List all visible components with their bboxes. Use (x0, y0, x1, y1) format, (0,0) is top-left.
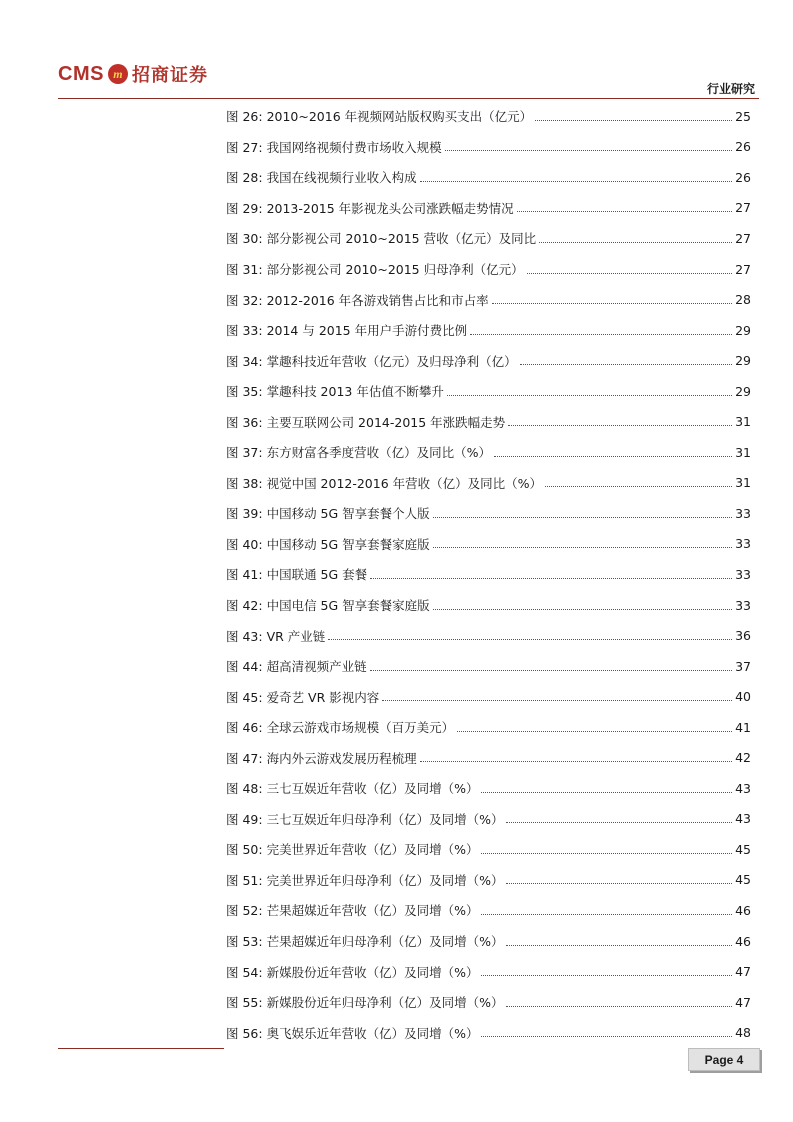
toc-entry-page: 46 (735, 933, 751, 949)
toc-entry-page: 27 (735, 261, 751, 277)
toc-entry[interactable] (226, 773, 751, 804)
toc-entry[interactable] (226, 742, 751, 773)
toc-entry-label: 图 33: 2014 与 2015 年用户手游付费比例 (226, 323, 468, 339)
toc-entry-label: 图 35: 掌趣科技 2013 年估值不断攀升 (226, 384, 444, 400)
toc-entry[interactable] (226, 223, 751, 254)
toc-dot-leader (470, 334, 732, 335)
toc-entry-page: 46 (735, 902, 751, 918)
toc-entry-label: 图 38: 视觉中国 2012-2016 年营收（亿）及同比（%） (226, 475, 543, 491)
toc-entry-label: 图 45: 爱奇艺 VR 影视内容 (226, 689, 380, 705)
toc-dot-leader (506, 945, 732, 946)
toc-entry[interactable] (226, 498, 751, 529)
toc-entry-page: 37 (735, 658, 751, 674)
toc-entry[interactable] (226, 804, 751, 835)
toc-entry-page: 33 (735, 597, 751, 613)
toc-entry[interactable] (226, 101, 751, 132)
toc-entry-label: 图 40: 中国移动 5G 智享套餐家庭版 (226, 536, 430, 552)
footer-divider (58, 1048, 224, 1049)
toc-entry[interactable] (226, 254, 751, 285)
toc-entry-page: 27 (735, 230, 751, 246)
toc-dot-leader (447, 395, 732, 396)
toc-dot-leader (535, 120, 732, 121)
toc-entry[interactable] (226, 468, 751, 499)
toc-entry[interactable] (226, 651, 751, 682)
toc-entry[interactable] (226, 926, 751, 957)
toc-entry-label: 图 53: 芒果超媒近年归母净利（亿）及同增（%） (226, 934, 504, 950)
toc-dot-leader (539, 242, 732, 243)
toc-dot-leader (481, 975, 732, 976)
toc-entry-page: 48 (735, 1025, 751, 1041)
toc-dot-leader (481, 1036, 732, 1037)
toc-entry-page: 33 (735, 536, 751, 552)
toc-dot-leader (481, 853, 732, 854)
toc-dot-leader (520, 364, 732, 365)
toc-entry[interactable] (226, 559, 751, 590)
toc-dot-leader (382, 700, 732, 701)
toc-entry-page: 33 (735, 505, 751, 521)
toc-entry-label: 图 52: 芒果超媒近年营收（亿）及同增（%） (226, 903, 479, 919)
toc-entry[interactable] (226, 590, 751, 621)
toc-entry-page: 26 (735, 139, 751, 155)
toc-entry-label: 图 43: VR 产业链 (226, 628, 326, 644)
page-number-badge: Page 4 (688, 1048, 760, 1071)
toc-entry-label: 图 47: 海内外云游戏发展历程梳理 (226, 750, 417, 766)
toc-entry-page: 27 (735, 200, 751, 216)
toc-entry-page: 29 (735, 322, 751, 338)
toc-dot-leader (508, 425, 732, 426)
toc-entry-label: 图 36: 主要互联网公司 2014-2015 年涨跌幅走势 (226, 414, 506, 430)
toc-entry-page: 40 (735, 689, 751, 705)
toc-entry[interactable] (226, 345, 751, 376)
toc-entry-page: 45 (735, 872, 751, 888)
toc-entry-label: 图 42: 中国电信 5G 智享套餐家庭版 (226, 598, 430, 614)
toc-dot-leader (494, 456, 732, 457)
toc-entry-page: 29 (735, 353, 751, 369)
toc-entry-page: 43 (735, 780, 751, 796)
toc-dot-leader (445, 150, 732, 151)
toc-entry-label: 图 27: 我国网络视频付费市场收入规模 (226, 139, 442, 155)
toc-dot-leader (506, 883, 732, 884)
toc-dot-leader (457, 731, 732, 732)
toc-entry[interactable] (226, 529, 751, 560)
toc-dot-leader (433, 609, 732, 610)
toc-entry-label: 图 56: 奥飞娱乐近年营收（亿）及同增（%） (226, 1025, 479, 1041)
toc-entry[interactable] (226, 376, 751, 407)
toc-dot-leader (492, 303, 732, 304)
toc-entry-label: 图 26: 2010~2016 年视频网站版权购买支出（亿元） (226, 109, 533, 125)
toc-dot-leader (527, 273, 732, 274)
toc-entry-label: 图 34: 掌趣科技近年营收（亿元）及归母净利（亿） (226, 353, 517, 369)
toc-entry-page: 31 (735, 414, 751, 430)
toc-entry-page: 45 (735, 841, 751, 857)
toc-entry[interactable] (226, 834, 751, 865)
toc-entry-label: 图 50: 完美世界近年营收（亿）及同增（%） (226, 842, 479, 858)
toc-entry-page: 42 (735, 750, 751, 766)
toc-entry-page: 31 (735, 444, 751, 460)
toc-entry-label: 图 32: 2012-2016 年各游戏销售占比和市占率 (226, 292, 489, 308)
toc-entry-page: 47 (735, 964, 751, 980)
logo-cms-text: CMS (58, 62, 104, 85)
toc-entry[interactable] (226, 132, 751, 163)
toc-entry-page: 47 (735, 994, 751, 1010)
toc-entry-page: 29 (735, 383, 751, 399)
toc-entry-label: 图 41: 中国联通 5G 套餐 (226, 567, 368, 583)
toc-entry-page: 26 (735, 169, 751, 185)
toc-entry[interactable] (226, 284, 751, 315)
toc-dot-leader (545, 486, 732, 487)
section-tag: 行业研究 (706, 82, 755, 96)
toc-entry-label: 图 51: 完美世界近年归母净利（亿）及同增（%） (226, 872, 504, 888)
toc-entry-label: 图 30: 部分影视公司 2010~2015 营收（亿元）及同比 (226, 231, 537, 247)
toc-dot-leader (433, 547, 732, 548)
toc-entry[interactable] (226, 406, 751, 437)
toc-entry-page: 41 (735, 719, 751, 735)
header-divider (58, 98, 759, 99)
toc-entry-label: 图 48: 三七互娱近年营收（亿）及同增（%） (226, 781, 479, 797)
toc-entry[interactable] (226, 193, 751, 224)
toc-dot-leader (506, 1006, 732, 1007)
toc-entry[interactable] (226, 681, 751, 712)
toc-dot-leader (328, 639, 732, 640)
toc-dot-leader (481, 914, 732, 915)
toc-dot-leader (370, 670, 732, 671)
logo-chinese-name: 招商证券 (131, 65, 208, 86)
toc-entry-page: 31 (735, 475, 751, 491)
toc-entry[interactable] (226, 437, 751, 468)
toc-entry-label: 图 46: 全球云游戏市场规模（百万美元） (226, 720, 455, 736)
toc-entry-page: 25 (735, 108, 751, 124)
toc-entry[interactable] (226, 895, 751, 926)
toc-entry[interactable] (226, 712, 751, 743)
logo-badge-icon: m (108, 64, 128, 84)
toc-dot-leader (420, 761, 732, 762)
toc-entry[interactable] (226, 162, 751, 193)
toc-dot-leader (370, 578, 732, 579)
figure-table-of-contents (226, 101, 751, 1048)
company-logo (58, 58, 208, 90)
toc-entry[interactable] (226, 956, 751, 987)
toc-entry-page: 28 (735, 292, 751, 308)
toc-dot-leader (506, 822, 732, 823)
toc-entry-page: 33 (735, 566, 751, 582)
toc-dot-leader (481, 792, 732, 793)
toc-dot-leader (517, 211, 732, 212)
toc-entry-label: 图 54: 新媒股份近年营收（亿）及同增（%） (226, 964, 479, 980)
toc-entry-page: 43 (735, 811, 751, 827)
toc-entry[interactable] (226, 987, 751, 1018)
toc-dot-leader (420, 181, 732, 182)
toc-entry[interactable] (226, 1017, 751, 1048)
toc-entry-label: 图 29: 2013-2015 年影视龙头公司涨跌幅走势情况 (226, 200, 514, 216)
toc-entry-label: 图 39: 中国移动 5G 智享套餐个人版 (226, 506, 430, 522)
toc-entry-label: 图 28: 我国在线视频行业收入构成 (226, 170, 417, 186)
toc-entry[interactable] (226, 620, 751, 651)
toc-entry-page: 36 (735, 628, 751, 644)
toc-dot-leader (433, 517, 732, 518)
toc-entry-label: 图 55: 新媒股份近年归母净利（亿）及同增（%） (226, 995, 504, 1011)
toc-entry[interactable] (226, 865, 751, 896)
toc-entry-label: 图 37: 东方财富各季度营收（亿）及同比（%） (226, 445, 491, 461)
toc-entry-label: 图 31: 部分影视公司 2010~2015 归母净利（亿元） (226, 262, 524, 277)
toc-entry-label: 图 49: 三七互娱近年归母净利（亿）及同增（%） (226, 811, 504, 827)
toc-entry[interactable] (226, 315, 751, 346)
toc-entry-label: 图 44: 超高清视频产业链 (226, 659, 367, 675)
